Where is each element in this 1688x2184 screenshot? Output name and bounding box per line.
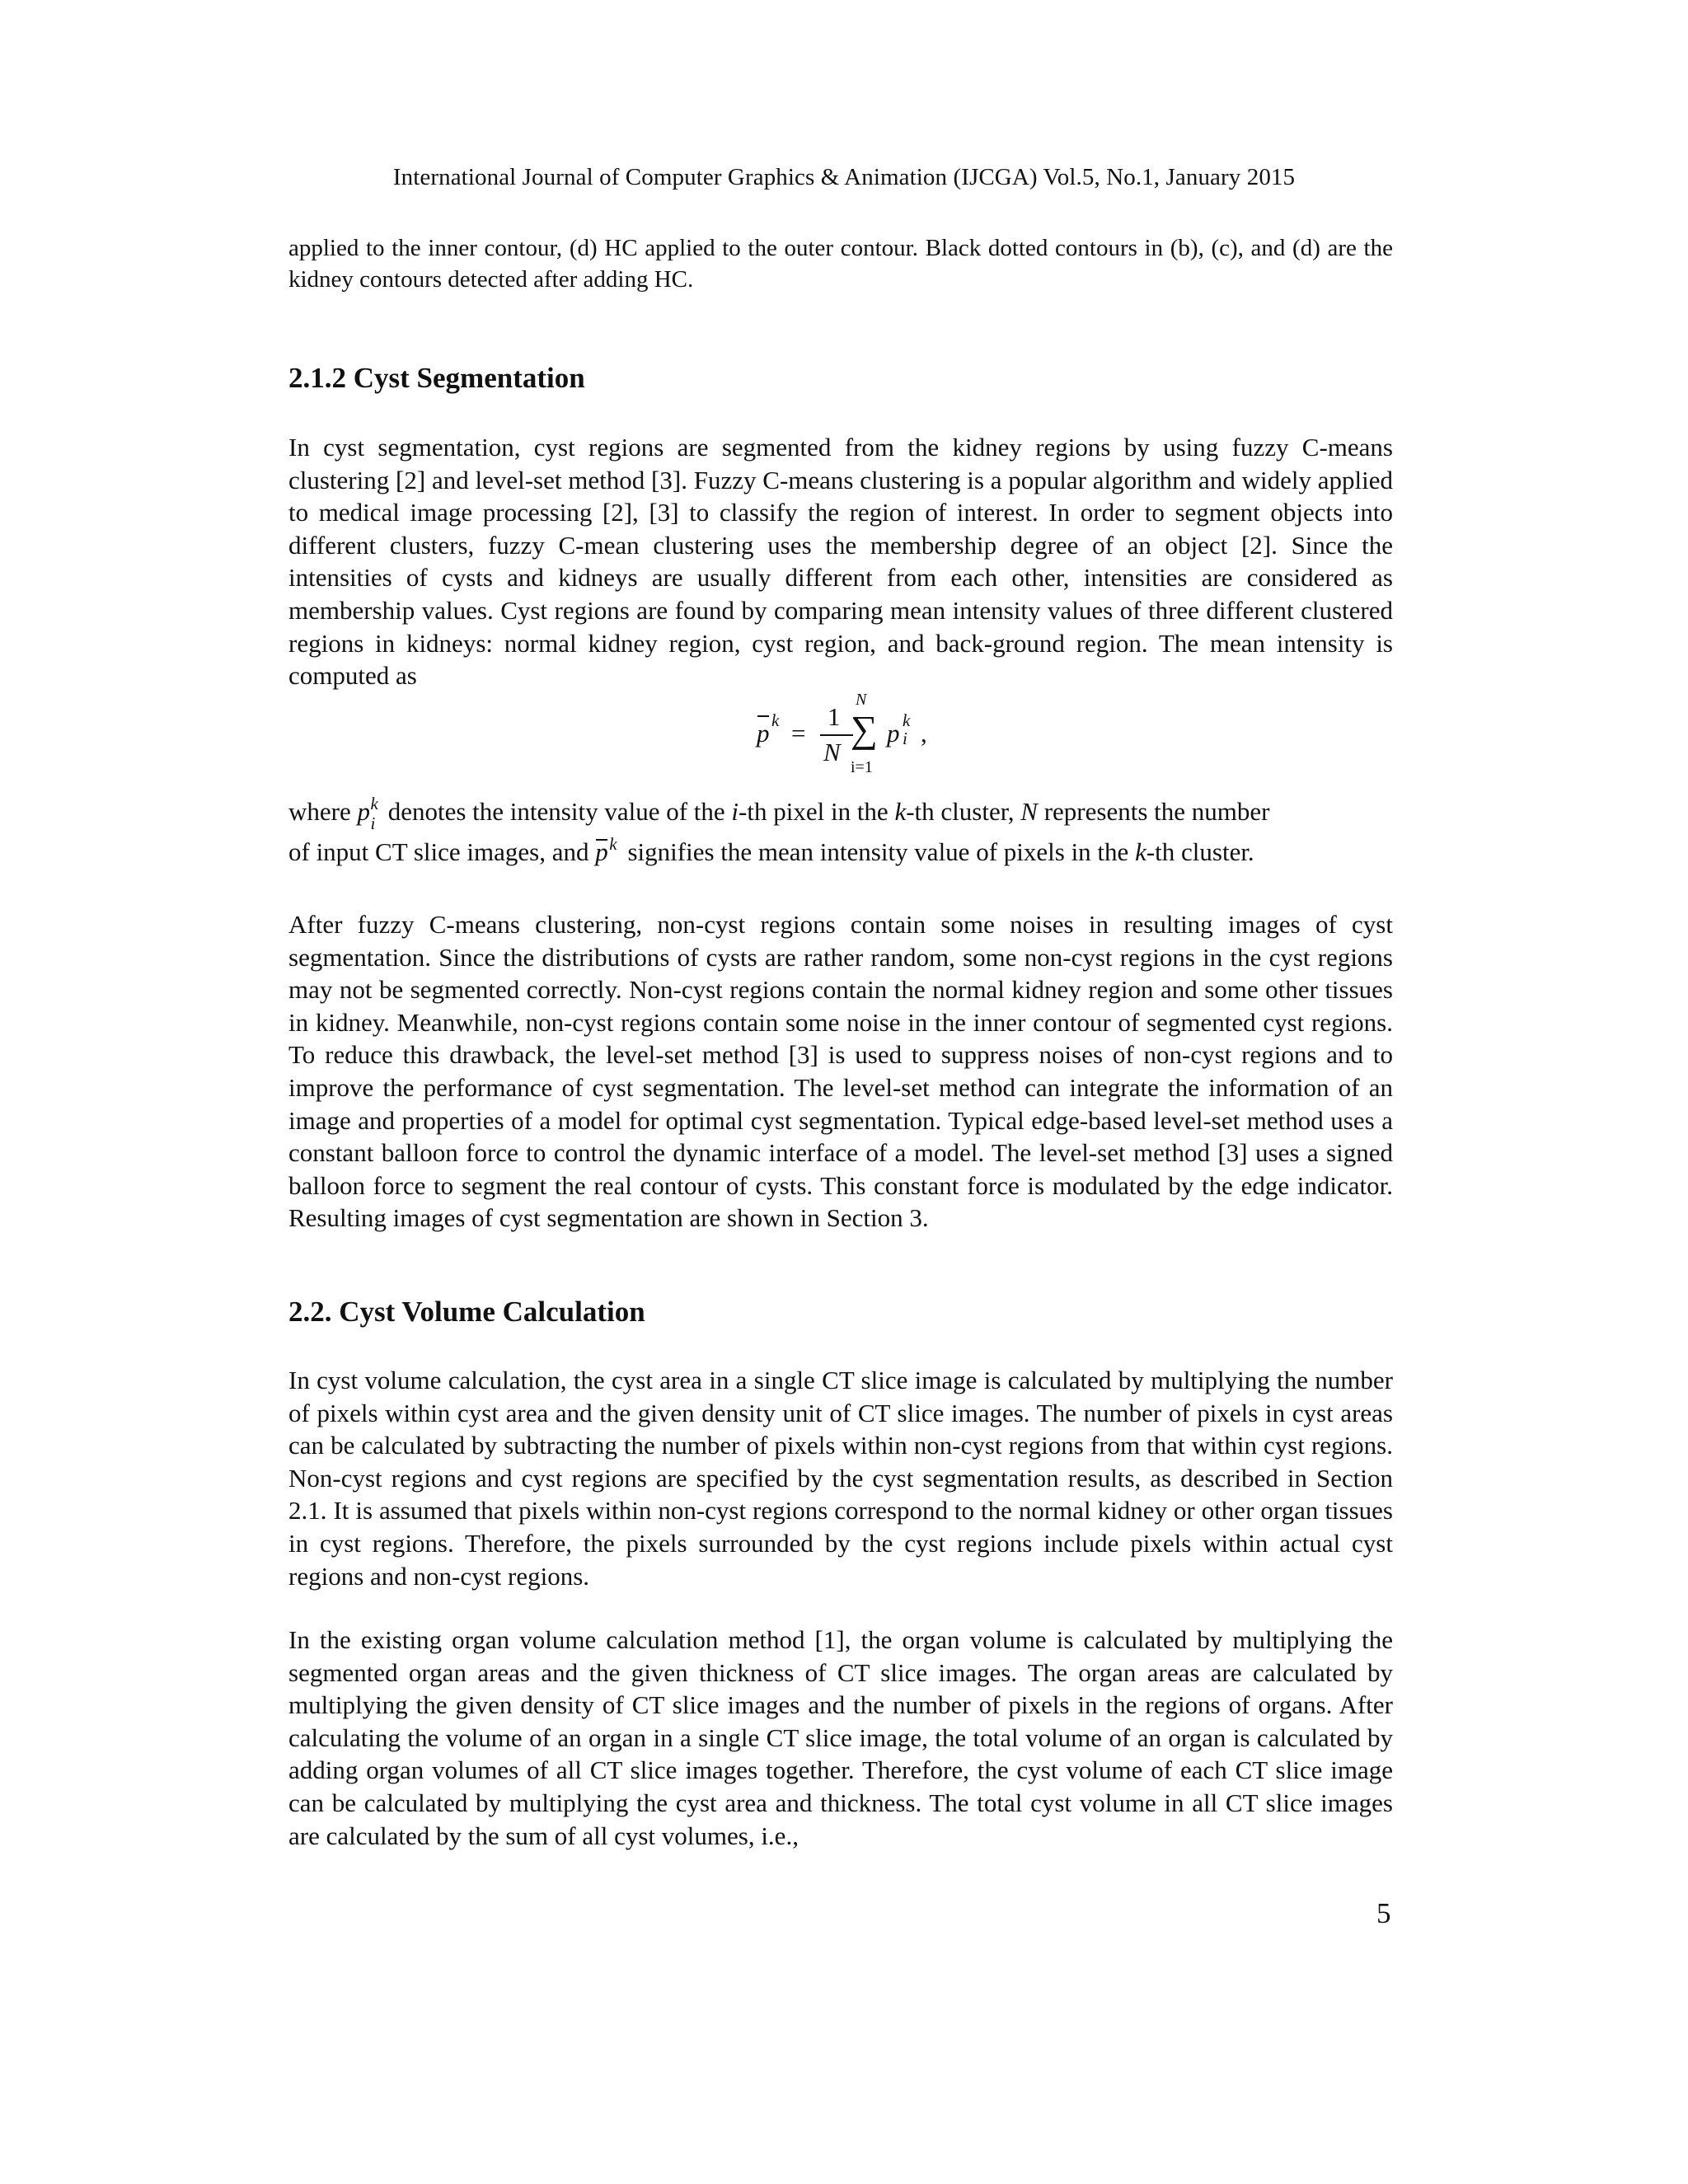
text-run-italic: N [1020,797,1038,826]
formula-lhs-symbol: p [757,719,770,748]
text-run: where [288,797,358,826]
section-heading-cyst-segmentation: 2.1.2 Cyst Segmentation [288,362,585,394]
formula-fraction-bar [820,734,853,736]
paragraph-text: In cyst segmentation, cyst regions are segmented from the kidney regions by using fuzzy C-means clustering [2] and level-set method [3]. Fuzzy C-means clustering is a popular algorithm and widely applied to medical image processing [2], [3] to classify the region of interest. In order to segment objects into different clusters, fuzzy C-mean clustering uses the membership degree of an object [2]. Since the intensities of cysts and kidneys are usually different from each other, intensities are considered as membership values. Cyst regions are found by comparing mean intensity values of three different clustered regions in kidneys: normal kidney region, cyst region, and back-ground region. The mean intensity is computed as [288,433,1393,691]
mean-intensity-formula [757,691,954,785]
text-run-italic: i [731,797,739,826]
formula-numerator: 1 [828,702,841,731]
page-number: 5 [1376,1897,1391,1929]
symbol-superscript: k [370,794,378,813]
formula-sigma: ∑ [851,708,878,750]
text-run: represents the number [1037,797,1270,826]
symbol-p-i-k [357,794,382,833]
formula-equals: = [791,719,806,748]
section-heading-cyst-volume-calculation: 2.2. Cyst Volume Calculation [288,1296,645,1328]
figure-caption-continuation [288,232,1393,295]
formula-sum-lower: i=1 [851,758,873,776]
symbol-overbar [596,839,607,841]
text-run: signifies the mean intensity value of pixels in the [621,837,1136,866]
formula-lhs-overbar [757,715,769,717]
formula-lhs-superscript: k [771,710,780,730]
formula-term-symbol: p [887,719,900,748]
symbol-superscript: k [609,834,617,854]
text-run-italic: k [1135,837,1146,866]
symbol-subscript: i [370,813,376,833]
formula-sum-upper: N [856,691,867,709]
formula-explanation-line-2 [288,836,1393,869]
text-run: -th pixel in the [738,797,895,826]
symbol-p-bar-k [595,836,621,869]
running-header: International Journal of Computer Graphics & Animation (IJCGA) Vol.5, No.1, January 2015 [392,164,1296,190]
caption-text: applied to the inner contour, (d) HC applied to the outer contour. Black dotted contours in (b), (c), and (d) are the kidney contours detected after adding HC. [288,235,1393,293]
symbol-base: p [595,837,608,866]
text-run: denotes the intensity value of the [381,797,732,826]
text-run: -th cluster, [906,797,1021,826]
paragraph-cyst-volume-2 [288,1624,1393,1852]
formula-term-subscript: i [903,729,907,748]
paragraph-cyst-volume-1 [288,1364,1393,1592]
text-run-italic: k [894,797,907,826]
text-run: -th cluster. [1146,837,1254,866]
formula-denominator: N [823,738,841,766]
paragraph-text: In the existing organ volume calculation method [1], the organ volume is calculated by multiplying the segmented organ areas and the given thickness of CT slice images. The organ areas are calculated by multiplying the given density of CT slice images and the number of pixels in the regions of organs. After calculating the volume of an organ in a single CT slice image, the total volume of an organ is calculated by adding organ volumes of all CT slice images together. Therefore, the cyst volume of each CT slice image can be calculated by multiplying the cyst area and thickness. The total cyst volume in all CT slice images are calculated by the sum of all cyst volumes, i.e., [288,1625,1393,1850]
paragraph-text: In cyst volume calculation, the cyst area in a single CT slice image is calculated by multiplying the number of pixels within cyst area and the given density unit of CT slice images. The number of pixels in cyst areas can be calculated by subtracting the number of pixels within non-cyst regions from that within cyst regions. Non-cyst regions and cyst regions are specified by the cyst segmentation results, as described in Section 2.1. It is assumed that pixels within non-cyst regions correspond to the normal kidney or other organ tissues in cyst regions. Therefore, the pixels surrounded by the cyst regions include pixels within actual cyst regions and non-cyst regions. [288,1366,1393,1591]
paragraph-text: After fuzzy C-means clustering, non-cyst regions contain some noises in resulting images of cyst segmentation. Since the distributions of cysts are rather random, some non-cyst regions in the cyst regions may not be segmented correctly. Non-cyst regions contain the normal kidney region and some other tissues in kidney. Meanwhile, non-cyst regions contain some noise in the inner contour of segmented cyst regions. To reduce this drawback, the level-set method [3] is used to suppress noises of non-cyst regions and to improve the performance of cyst segmentation. The level-set method can integrate the information of an image and properties of a model for optimal cyst segmentation. Typical edge-based level-set method uses a constant balloon force to control the dynamic interface of a model. The level-set method [3] uses a signed balloon force to segment the real contour of cysts. This constant force is modulated by the edge indicator. Resulting images of cyst segmentation are shown in Section 3. [288,910,1393,1233]
paragraph-cyst-segmentation-2 [288,908,1393,1235]
formula-trailing-comma: , [921,719,927,748]
paragraph-cyst-segmentation-1 [288,431,1393,692]
formula-term-superscript: k [903,710,911,730]
symbol-base: p [357,797,370,826]
formula-explanation-line-1 [288,794,1393,833]
text-run: of input CT slice images, and [288,837,596,866]
